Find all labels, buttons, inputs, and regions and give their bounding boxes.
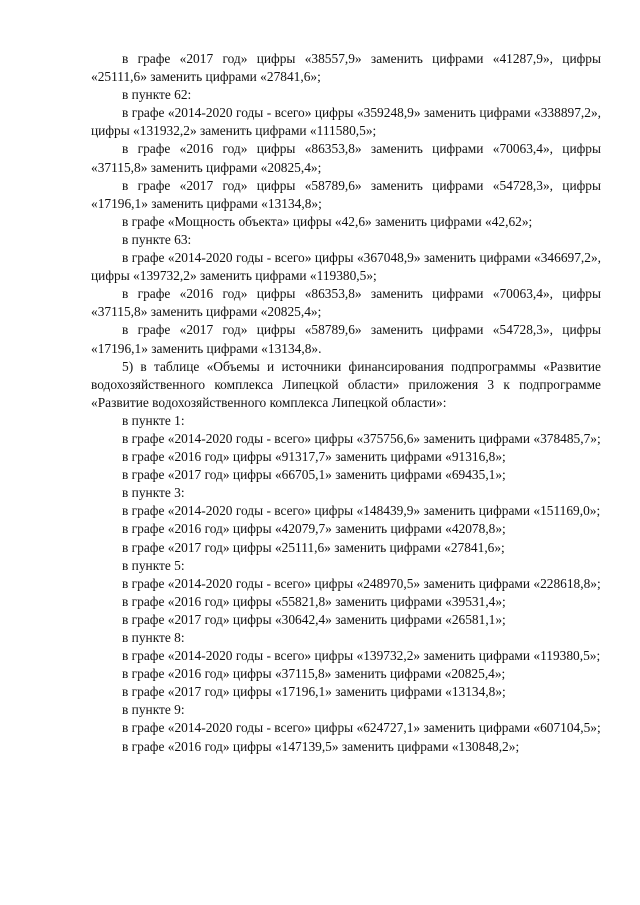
paragraph: в графе «2014-2020 годы - всего» цифры «367048,9» заменить цифрами «346697,2», цифры «139732,2» заменить цифрами «119380,5»; (91, 250, 601, 284)
paragraph: в графе «2017 год» цифры «58789,6» заменить цифрами «54728,3», цифры «17196,1» заменить цифрами «13134,8»; (91, 177, 601, 211)
paragraph: в графе «2014-2020 годы - всего» цифры «139732,2» заменить цифрами «119380,5»; (122, 648, 601, 664)
document-body (91, 50, 601, 756)
paragraph: в графе «2016 год» цифры «91317,7» заменить цифрами «91316,8»; (122, 449, 506, 465)
paragraph: в пункте 3: (122, 485, 185, 501)
paragraph: в графе «2017 год» цифры «30642,4» заменить цифрами «26581,1»; (122, 611, 506, 627)
paragraph: в графе «2016 год» цифры «147139,5» заменить цифрами «130848,2»; (122, 738, 520, 754)
paragraph: в графе «2017 год» цифры «17196,1» заменить цифрами «13134,8»; (122, 684, 506, 700)
paragraph: в графе «2016 год» цифры «86353,8» заменить цифрами «70063,4», цифры «37115,8» заменить цифрами «20825,4»; (91, 286, 601, 320)
paragraph: в графе «2016 год» цифры «55821,8» заменить цифрами «39531,4»; (122, 593, 506, 609)
paragraph: в пункте 1: (122, 412, 185, 428)
paragraph: в графе «2017 год» цифры «66705,1» заменить цифрами «69435,1»; (122, 467, 506, 483)
paragraph: в графе «2016 год» цифры «37115,8» заменить цифрами «20825,4»; (122, 666, 506, 682)
paragraph: в графе «2017 год» цифры «38557,9» заменить цифрами «41287,9», цифры «25111,6» заменить цифрами «27841,6»; (91, 51, 601, 85)
paragraph: в графе «Мощность объекта» цифры «42,6» заменить цифрами «42,62»; (122, 213, 533, 229)
paragraph: 5) в таблице «Объемы и источники финансирования подпрограммы «Развитие водохозяйственного комплекса Липецкой области» приложения 3 к подпрограмме «Развитие водохозяйственного комплекса Липецкой области»: (91, 358, 601, 410)
paragraph: в графе «2014-2020 годы - всего» цифры «248970,5» заменить цифрами «228618,8»; (122, 575, 601, 591)
paragraph: в пункте 9: (122, 702, 185, 718)
paragraph: в пункте 5: (122, 557, 185, 573)
paragraph: в графе «2014-2020 годы - всего» цифры «148439,9» заменить цифрами «151169,0»; (122, 503, 601, 519)
paragraph: в графе «2017 год» цифры «25111,6» заменить цифрами «27841,6»; (122, 539, 505, 555)
paragraph: в графе «2014-2020 годы - всего» цифры «375756,6» заменить цифрами «378485,7»; (122, 430, 601, 446)
paragraph: в графе «2016 год» цифры «42079,7» заменить цифрами «42078,8»; (122, 521, 506, 537)
paragraph: в графе «2016 год» цифры «86353,8» заменить цифрами «70063,4», цифры «37115,8» заменить цифрами «20825,4»; (91, 141, 601, 175)
paragraph: в пункте 62: (122, 87, 192, 103)
paragraph: в графе «2017 год» цифры «58789,6» заменить цифрами «54728,3», цифры «17196,1» заменить цифрами «13134,8». (91, 322, 601, 356)
paragraph: в пункте 63: (122, 231, 192, 247)
paragraph: в графе «2014-2020 годы - всего» цифры «359248,9» заменить цифрами «338897,2», цифры «131932,2» заменить цифрами «111580,5»; (91, 105, 601, 139)
paragraph: в пункте 8: (122, 630, 185, 645)
paragraph: в графе «2014-2020 годы - всего» цифры «624727,1» заменить цифрами «607104,5»; (122, 720, 601, 736)
